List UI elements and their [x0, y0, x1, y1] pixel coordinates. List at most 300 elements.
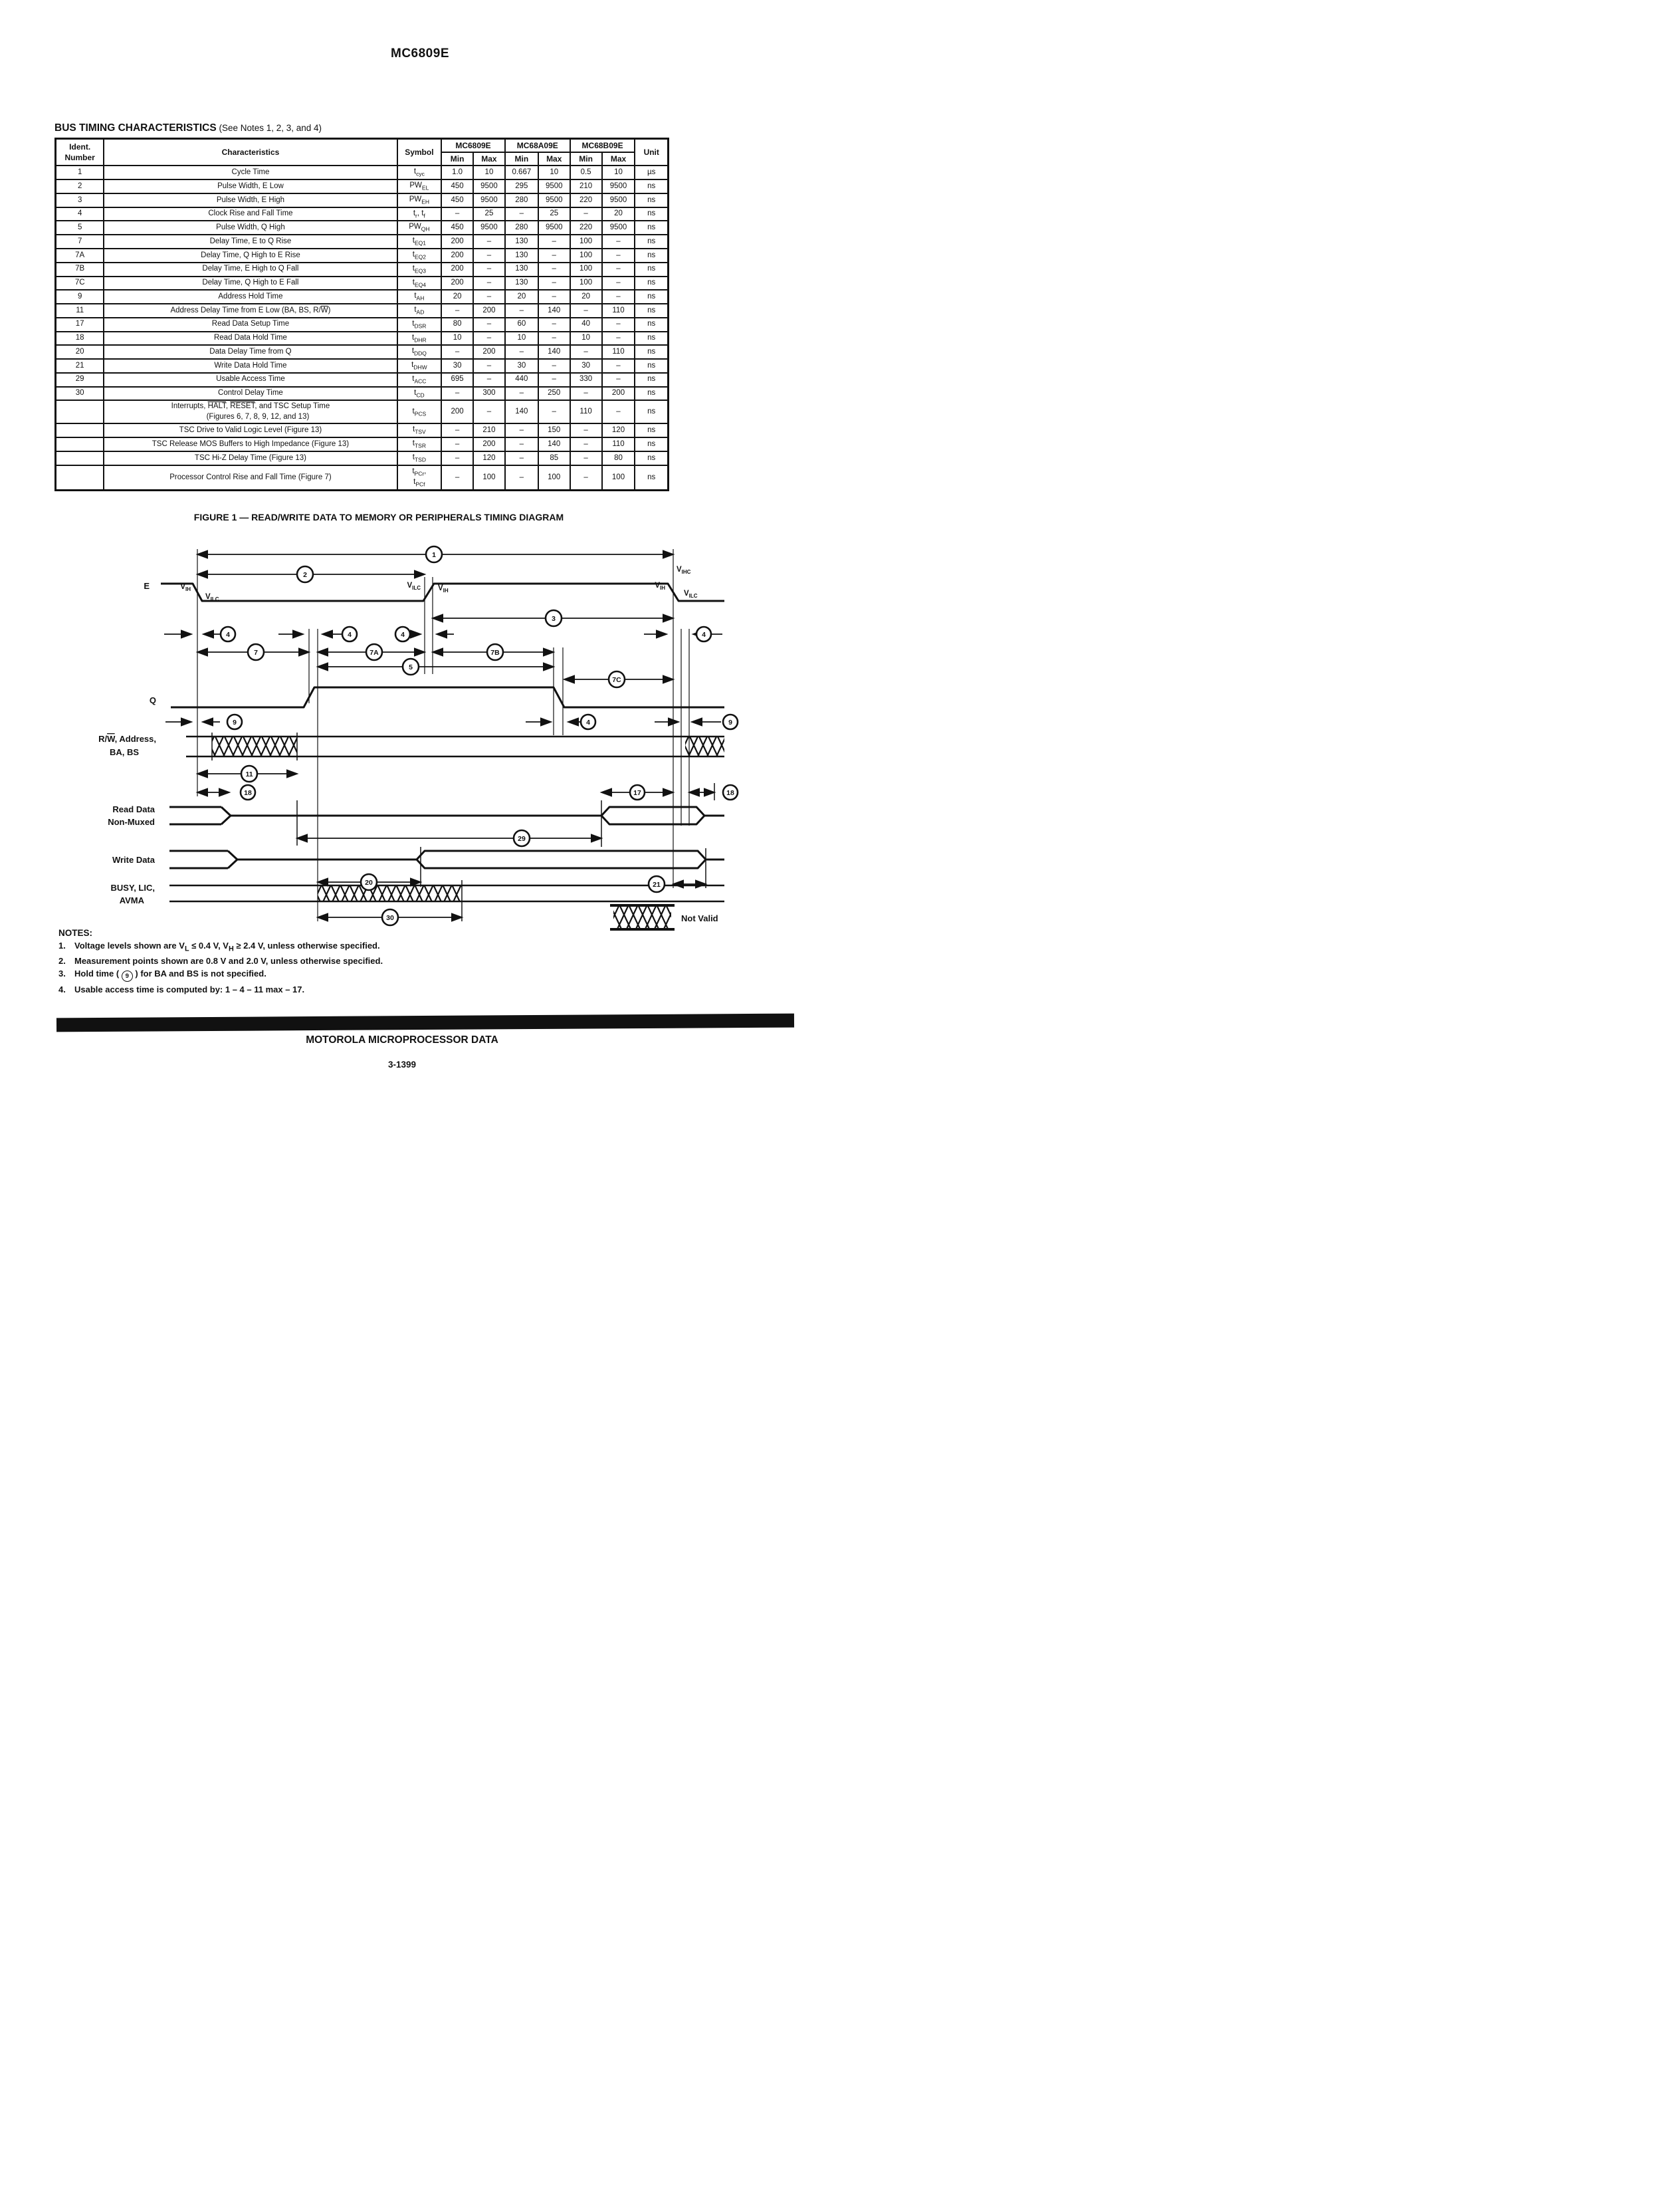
cell-value: – [473, 249, 505, 263]
cell-symbol: $t_{TSD}$ [397, 451, 442, 465]
cell-value: 150 [538, 423, 570, 437]
cell-value: 25 [538, 207, 570, 221]
table-row [56, 400, 669, 423]
cell-ident-number: 7C [56, 277, 104, 290]
cell-characteristic: Pulse Width, E Low [104, 179, 397, 193]
table-row [56, 249, 669, 263]
note-item [58, 941, 630, 953]
cell-value: 10 [441, 332, 473, 346]
cell-value: – [570, 465, 602, 491]
svg-text:11: 11 [245, 770, 253, 778]
cell-value: – [538, 249, 570, 263]
cell-value: 440 [505, 373, 538, 387]
callout-1 [426, 546, 442, 562]
callout-7 [248, 644, 264, 660]
cell-symbol: $t_r$, $t_f$ [397, 207, 442, 221]
cell-ident-number: 21 [56, 359, 104, 373]
cell-unit: ns [635, 179, 668, 193]
cell-value: – [570, 304, 602, 318]
cell-characteristic: Usable Access Time [104, 373, 397, 387]
cell-value: – [473, 318, 505, 332]
cell-value: 85 [538, 451, 570, 465]
cell-value: – [602, 290, 635, 304]
cell-value: 9500 [473, 193, 505, 207]
cell-symbol: $t_{DSR}$ [397, 318, 442, 332]
cell-ident-number [56, 437, 104, 451]
cell-characteristic: TSC Hi-Z Delay Time (Figure 13) [104, 451, 397, 465]
cell-unit: ns [635, 423, 668, 437]
table-row [56, 423, 669, 437]
cell-value: 20 [505, 290, 538, 304]
signal-label-busy-lic: BUSY, LIC, [110, 883, 155, 893]
cell-symbol: $t_{TSV}$ [397, 423, 442, 437]
waveforms [161, 584, 724, 901]
cell-ident-number [56, 465, 104, 491]
cell-ident-number: 2 [56, 179, 104, 193]
note-number: 4. [58, 984, 66, 994]
note-item [58, 969, 630, 982]
cell-value: – [602, 359, 635, 373]
cell-value: 130 [505, 263, 538, 277]
cell-value: – [473, 290, 505, 304]
signal-labels [98, 581, 156, 905]
svg-text:5: 5 [409, 663, 413, 671]
read-data-waveform [169, 807, 724, 824]
cell-ident-number: 7 [56, 235, 104, 249]
note-item [58, 956, 630, 966]
svg-text:20: 20 [365, 879, 373, 887]
signal-label-rw-address: R/W, Address, [98, 734, 156, 744]
cell-value: – [441, 465, 473, 491]
cell-value: – [473, 263, 505, 277]
cell-value: 100 [473, 465, 505, 491]
footer-title: MOTOROLA MICROPROCESSOR DATA [306, 1034, 498, 1046]
signal-label-read-data-2: Non-Muxed [108, 817, 155, 827]
cell-symbol: $t_{AH}$ [397, 290, 442, 304]
cell-value: 140 [538, 437, 570, 451]
cell-characteristic: Address Hold Time [104, 290, 397, 304]
col-header-max: Max [473, 152, 505, 166]
cell-value: 200 [441, 400, 473, 423]
cell-unit: ns [635, 290, 668, 304]
address-invalid-hatch-right [685, 737, 724, 756]
cell-characteristic: TSC Release MOS Buffers to High Impedance (Figure 13) [104, 437, 397, 451]
svg-text:7C: 7C [612, 676, 621, 684]
cell-characteristic: Pulse Width, Q High [104, 221, 397, 235]
cell-characteristic: Delay Time, E to Q Rise [104, 235, 397, 249]
cell-value: 120 [473, 451, 505, 465]
cell-value: – [538, 318, 570, 332]
cell-value: 9500 [538, 179, 570, 193]
figure-title: FIGURE 1 — READ/WRITE DATA TO MEMORY OR PERIPHERALS TIMING DIAGRAM [193, 512, 564, 522]
voltage-label-vih-right: $V_{IH}$ [655, 582, 665, 591]
cell-value: 450 [441, 193, 473, 207]
table-row [56, 359, 669, 373]
cell-symbol: $t_{AD}$ [397, 304, 442, 318]
cell-ident-number [56, 400, 104, 423]
cell-value: – [570, 437, 602, 451]
cell-value: – [602, 400, 635, 423]
callout-7b [487, 644, 503, 660]
cell-symbol: $t_{EQ1}$ [397, 235, 442, 249]
cell-unit: ns [635, 263, 668, 277]
cell-symbol: $PW_{EL}$ [397, 179, 442, 193]
cell-ident-number: 7A [56, 249, 104, 263]
cell-symbol: $PW_{EH}$ [397, 193, 442, 207]
cell-unit: ns [635, 400, 668, 423]
cell-value: – [505, 387, 538, 401]
cell-symbol: $t_{DHW}$ [397, 359, 442, 373]
svg-text:7: 7 [254, 649, 258, 657]
cell-characteristic: Delay Time, Q High to E Fall [104, 277, 397, 290]
cell-characteristic: Pulse Width, E High [104, 193, 397, 207]
cell-value: – [505, 437, 538, 451]
cell-value: – [602, 277, 635, 290]
callout-5 [403, 659, 419, 675]
svg-text:2: 2 [303, 571, 307, 579]
cell-value: – [441, 423, 473, 437]
voltage-label-vilc-left: $V_{ILC}$ [205, 593, 219, 602]
cell-value: – [505, 304, 538, 318]
cell-value: – [570, 451, 602, 465]
table-row [56, 373, 669, 387]
note-item [58, 984, 630, 994]
notes-section [58, 928, 630, 997]
cell-value: 140 [538, 345, 570, 359]
col-header-min: Min [441, 152, 473, 166]
cell-value: – [602, 332, 635, 346]
cell-unit: ns [635, 304, 668, 318]
cell-characteristic: Address Delay Time from E Low (BA, BS, $R/\overline{W}$) [104, 304, 397, 318]
cell-value: – [441, 207, 473, 221]
cell-unit: ns [635, 235, 668, 249]
cell-value: 330 [570, 373, 602, 387]
cell-value: 0.667 [505, 166, 538, 179]
cell-value: – [602, 235, 635, 249]
cell-value: 30 [570, 359, 602, 373]
cell-value: 20 [570, 290, 602, 304]
table-row [56, 437, 669, 451]
cell-ident-number: 3 [56, 193, 104, 207]
cell-value: 9500 [538, 221, 570, 235]
cell-value: 80 [441, 318, 473, 332]
cell-symbol: $t_{PCS}$ [397, 400, 442, 423]
cell-value: – [570, 423, 602, 437]
cell-value: – [602, 249, 635, 263]
col-header-characteristics: Characteristics [104, 139, 397, 166]
svg-text:4: 4 [586, 719, 590, 727]
cell-value: 130 [505, 277, 538, 290]
cell-value: 130 [505, 249, 538, 263]
table-row [56, 179, 669, 193]
callout-30 [382, 909, 398, 925]
cell-value: – [473, 400, 505, 423]
cell-value: – [473, 235, 505, 249]
callout-9-right [723, 715, 738, 729]
cell-value: – [570, 345, 602, 359]
cell-value: 140 [538, 304, 570, 318]
callout-4-e-rise [395, 627, 410, 641]
cell-ident-number: 17 [56, 318, 104, 332]
cell-value: – [505, 345, 538, 359]
cell-ident-number: 30 [56, 387, 104, 401]
callout-2 [297, 566, 313, 582]
table-row [56, 318, 669, 332]
svg-text:18: 18 [244, 789, 252, 797]
table-title [54, 122, 671, 134]
cell-value: 10 [505, 332, 538, 346]
cell-symbol: $t_{EQ3}$ [397, 263, 442, 277]
cell-value: – [570, 387, 602, 401]
cell-value: – [441, 345, 473, 359]
not-valid-legend [610, 905, 718, 929]
cell-value: 200 [473, 304, 505, 318]
col-header-mc6809e: MC6809E [441, 139, 505, 153]
cell-unit: ns [635, 193, 668, 207]
note-text: Measurement points shown are 0.8 V and 2.0 V, unless otherwise specified. [74, 955, 383, 966]
signal-label-avma: AVMA [119, 895, 144, 905]
cell-characteristic: Delay Time, Q High to E Rise [104, 249, 397, 263]
table-row [56, 345, 669, 359]
voltage-label-vilc-right: $V_{ILC}$ [684, 590, 698, 599]
cell-ident-number: 11 [56, 304, 104, 318]
cell-value: 220 [570, 221, 602, 235]
cell-value: 30 [505, 359, 538, 373]
table-row [56, 290, 669, 304]
col-header-ident: Ident. Number [56, 139, 104, 166]
cell-value: – [538, 263, 570, 277]
cell-symbol: $t_{TSR}$ [397, 437, 442, 451]
cell-characteristic: Clock Rise and Fall Time [104, 207, 397, 221]
cell-ident-number [56, 451, 104, 465]
measurement-guide-lines [197, 549, 714, 921]
page-number: 3-1399 [387, 1060, 417, 1070]
cell-characteristic: Delay Time, E High to Q Fall [104, 263, 397, 277]
callout-7c [609, 671, 625, 687]
cell-value: – [570, 207, 602, 221]
cell-value: 100 [570, 263, 602, 277]
cell-value: 200 [473, 345, 505, 359]
cell-ident-number: 5 [56, 221, 104, 235]
cell-value: 25 [473, 207, 505, 221]
cell-value: 20 [441, 290, 473, 304]
cell-value: – [473, 373, 505, 387]
table-title-note: (See Notes 1, 2, 3, and 4) [216, 123, 322, 133]
cell-unit: ns [635, 359, 668, 373]
cell-value: 9500 [602, 193, 635, 207]
cell-value: 450 [441, 221, 473, 235]
table-row [56, 235, 669, 249]
cell-value: – [505, 207, 538, 221]
svg-text:29: 29 [518, 835, 526, 843]
bus-timing-table [54, 138, 669, 491]
callout-20 [361, 874, 377, 890]
cell-value: 110 [602, 304, 635, 318]
cell-value: 9500 [602, 221, 635, 235]
cell-value: – [538, 332, 570, 346]
cell-value: – [538, 290, 570, 304]
busy-invalid-hatch [318, 886, 462, 901]
page-title: MC6809E [391, 47, 449, 60]
cell-value: 210 [570, 179, 602, 193]
cell-value: 200 [602, 387, 635, 401]
signal-label-e: E [144, 581, 150, 591]
cell-ident-number [56, 423, 104, 437]
cell-value: – [505, 451, 538, 465]
voltage-label-vihc-right: $V_{IHC}$ [677, 566, 691, 575]
cell-value: 10 [473, 166, 505, 179]
cell-unit: ns [635, 387, 668, 401]
cell-value: 695 [441, 373, 473, 387]
svg-text:17: 17 [633, 789, 641, 797]
voltage-label-vih-left: $V_{IH}$ [180, 583, 191, 592]
col-header-max: Max [538, 152, 570, 166]
table-row [56, 207, 669, 221]
cell-value: 100 [570, 249, 602, 263]
cell-unit: ns [635, 345, 668, 359]
cell-value: 100 [602, 465, 635, 491]
cell-symbol: $t_{PCr}$, $t_{PCf}$ [397, 465, 442, 491]
cell-value: – [602, 373, 635, 387]
svg-text:21: 21 [653, 881, 661, 889]
note-text: Hold time ( 9 ) for BA and BS is not specified. [74, 969, 266, 982]
cell-value: 250 [538, 387, 570, 401]
cell-value: – [505, 423, 538, 437]
cell-value: 10 [570, 332, 602, 346]
table-row [56, 387, 669, 401]
address-invalid-hatch-left [212, 737, 297, 756]
cell-value: – [538, 359, 570, 373]
cell-characteristic: Read Data Setup Time [104, 318, 397, 332]
svg-text:4: 4 [401, 631, 405, 639]
cell-symbol: $t_{ACC}$ [397, 373, 442, 387]
table-header-row-1 [56, 139, 669, 153]
cell-value: – [441, 437, 473, 451]
cell-value: 9500 [602, 179, 635, 193]
cell-unit: ns [635, 249, 668, 263]
cell-characteristic: Interrupts, HALT, RESET, and TSC Setup Time (Figures 6, 7, 8, 9, 12, and 13) [104, 400, 397, 423]
table-title-bold: BUS TIMING CHARACTERISTICS [54, 122, 217, 134]
cell-value: – [538, 235, 570, 249]
cell-symbol: $PW_{QH}$ [397, 221, 442, 235]
cell-value: 60 [505, 318, 538, 332]
col-header-mc68a09e: MC68A09E [505, 139, 570, 153]
note-number: 2. [58, 955, 66, 966]
cell-characteristic: Control Delay Time [104, 387, 397, 401]
callout-17 [630, 785, 645, 800]
cell-value: – [505, 465, 538, 491]
table-row [56, 166, 669, 179]
svg-text:7A: 7A [369, 649, 379, 657]
q-waveform [171, 687, 724, 707]
voltage-label-vilc-mid: $V_{ILC}$ [407, 582, 421, 591]
cell-value: 200 [441, 277, 473, 290]
cell-value: 10 [538, 166, 570, 179]
cell-value: 120 [602, 423, 635, 437]
cell-value: – [473, 277, 505, 290]
table-row [56, 193, 669, 207]
cell-value: 130 [505, 235, 538, 249]
cell-value: – [473, 359, 505, 373]
col-header-min: Min [505, 152, 538, 166]
cell-value: 300 [473, 387, 505, 401]
table-row [56, 451, 669, 465]
cell-value: – [538, 277, 570, 290]
cell-symbol: $t_{DHR}$ [397, 332, 442, 346]
signal-label-read-data-1: Read Data [112, 804, 155, 814]
cell-ident-number: 29 [56, 373, 104, 387]
note-text: Usable access time is computed by: 1 – 4 – 11 max – 17. [74, 984, 305, 994]
col-header-min: Min [570, 152, 602, 166]
cell-value: – [441, 304, 473, 318]
cell-value: – [602, 318, 635, 332]
cell-value: 450 [441, 179, 473, 193]
cell-ident-number: 20 [56, 345, 104, 359]
cell-value: 9500 [473, 179, 505, 193]
col-header-unit: Unit [635, 139, 668, 166]
write-data-waveform [169, 851, 724, 868]
cell-value: 210 [473, 423, 505, 437]
table-row [56, 277, 669, 290]
cell-value: – [441, 451, 473, 465]
cell-value: 200 [441, 263, 473, 277]
cell-characteristic: Processor Control Rise and Fall Time (Figure 7) [104, 465, 397, 491]
not-valid-label: Not Valid [681, 913, 718, 923]
cell-value: 80 [602, 451, 635, 465]
cell-unit: ns [635, 332, 668, 346]
svg-text:4: 4 [226, 631, 230, 639]
svg-text:7B: 7B [490, 649, 500, 657]
cell-value: 100 [538, 465, 570, 491]
notes-list [58, 941, 630, 994]
cell-value: 20 [602, 207, 635, 221]
table-row [56, 221, 669, 235]
col-header-max: Max [602, 152, 635, 166]
table-row [56, 263, 669, 277]
cell-value: 280 [505, 221, 538, 235]
timing-diagram-svg [56, 536, 761, 943]
cell-ident-number: 18 [56, 332, 104, 346]
callout-29 [514, 830, 530, 846]
svg-text:3: 3 [552, 615, 556, 623]
cell-value: 200 [441, 235, 473, 249]
cell-value: – [538, 373, 570, 387]
cell-value: 9500 [473, 221, 505, 235]
cell-unit: ns [635, 221, 668, 235]
cell-value: 110 [602, 345, 635, 359]
callout-4-q-rise [342, 627, 357, 641]
callout-4-q-fall [581, 715, 595, 729]
cell-unit: ns [635, 207, 668, 221]
cell-characteristic: Write Data Hold Time [104, 359, 397, 373]
note-number: 1. [58, 941, 66, 951]
callout-11 [241, 766, 257, 782]
cell-value: 295 [505, 179, 538, 193]
cell-value: – [473, 332, 505, 346]
voltage-label-vih-mid: $V_{IH}$ [438, 584, 449, 594]
table-row [56, 304, 669, 318]
callout-18-right [723, 785, 738, 800]
cell-value: 1.0 [441, 166, 473, 179]
cell-unit: ns [635, 277, 668, 290]
cell-symbol: $t_{CD}$ [397, 387, 442, 401]
table-body [56, 166, 669, 490]
cell-value: 0.5 [570, 166, 602, 179]
cell-value: 280 [505, 193, 538, 207]
svg-text:4: 4 [702, 631, 706, 639]
cell-characteristic: Cycle Time [104, 166, 397, 179]
svg-text:1: 1 [432, 551, 436, 559]
